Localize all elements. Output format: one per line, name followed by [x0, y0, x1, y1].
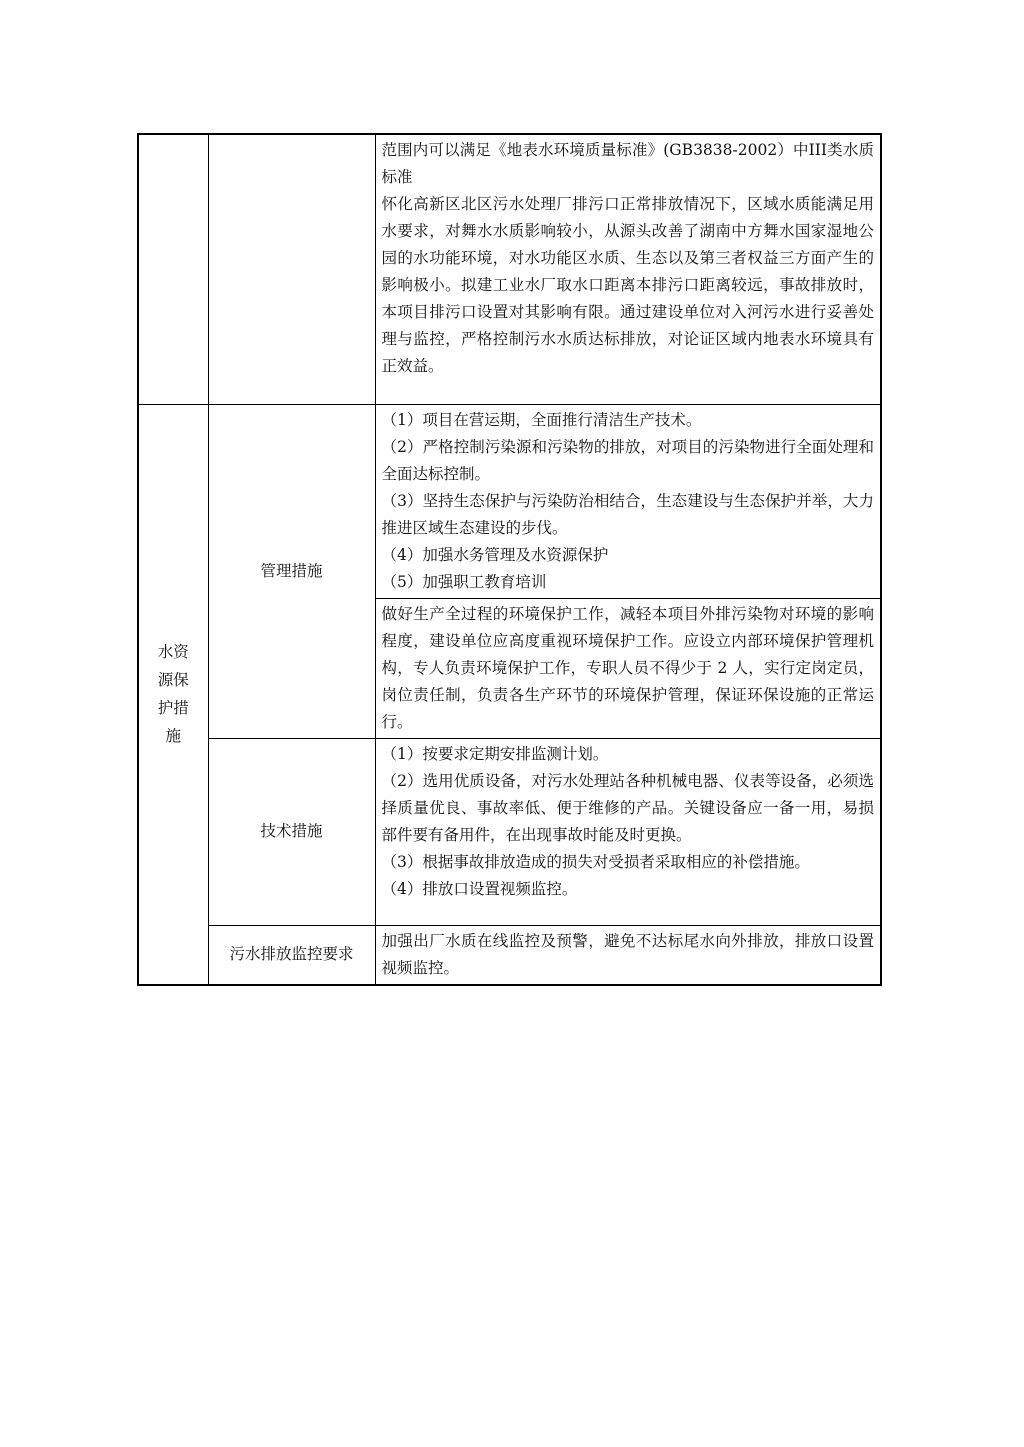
section-title-cell	[138, 404, 208, 985]
management-items	[375, 404, 881, 598]
list-item: （3）根据事故排放造成的损失对受损者采取相应的补偿措施。	[381, 852, 810, 871]
list-item: （1）项目在营运期，全面推行清洁生产技术。	[381, 410, 702, 429]
management-label: 管理措施	[208, 404, 375, 738]
monitoring-text: 加强出厂水质在线监控及预警，避免不达标尾水向外排放，排放口设置视频监控。	[375, 925, 881, 985]
list-item: （3）坚持生态保护与污染防治相结合，生态建设与生态保护并举，大力推进区域生态建设的步伐。	[381, 491, 874, 537]
technical-items	[375, 738, 881, 925]
list-item: （1）按要求定期安排监测计划。	[381, 744, 609, 763]
measures-table	[137, 133, 882, 986]
row1-line: 怀化高新区北区污水处理厂排污口正常排放情况下，区域水质能满足用水要求，对舞水水质影响较小，从源头改善了湖南中方舞水国家湿地公园的水功能环境，对水功能区水质、生态以及第三者权益三方面产生的影响极小。拟建工业水厂取水口距离本排污口距离较远，事故排放时，本项目排污口设置对其影响有限。通过建设单位对入河污水进行妥善处理与监控，严格控制污水水质达标排放，对论证区域内地表水环境具有正效益。	[381, 195, 874, 375]
row1-col2	[208, 134, 375, 404]
table-row	[138, 925, 881, 985]
list-item: （2）严格控制污染源和污染物的排放，对项目的污染物进行全面处理和全面达标控制。	[381, 437, 874, 483]
row1-content	[375, 134, 881, 404]
management-paragraph: 做好生产全过程的环境保护工作，减轻本项目外排污染物对环境的影响程度，建设单位应高度重视环境保护工作。应设立内部环境保护管理机构，专人负责环境保护工作，专职人员不得少于 2 人，实行定岗定员，岗位责任制，负责各生产环节的环境保护管理，保证环保设施的正常运行。	[375, 598, 881, 738]
row1-line: 范围内可以满足《地表水环境质量标准》(GB3838-2002）中III类水质标准	[381, 141, 874, 186]
section-title: 水资源保护措施	[157, 643, 189, 745]
table-row	[138, 404, 881, 598]
list-item: （5）加强职工教育培训	[381, 572, 547, 591]
table-row	[138, 738, 881, 925]
table-row	[138, 134, 881, 404]
technical-label: 技术措施	[208, 738, 375, 925]
row1-col1	[138, 134, 208, 404]
list-item: （2）选用优质设备，对污水处理站各种机械电器、仪表等设备，必须选择质量优良、事故率低、便于维修的产品。关键设备应一备一用，易损部件要有备用件，在出现事故时能及时更换。	[381, 771, 874, 844]
list-item: （4）加强水务管理及水资源保护	[381, 545, 609, 564]
list-item: （4）排放口设置视频监控。	[381, 879, 578, 898]
monitoring-label: 污水排放监控要求	[208, 925, 375, 985]
